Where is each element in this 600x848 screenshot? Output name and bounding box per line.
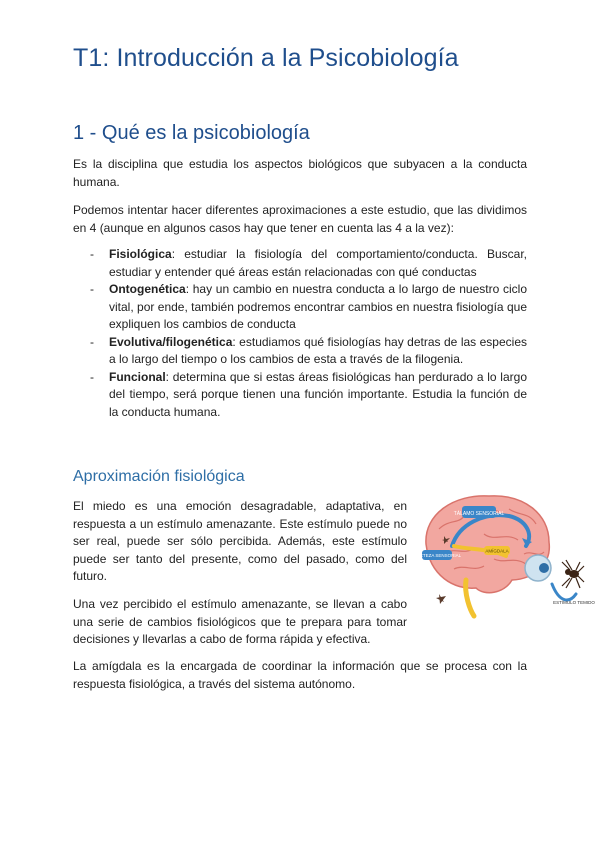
cortex-label: CORTEZA SENSORIAL <box>412 553 462 558</box>
thalamus-label: TÁLAMO SENSORIAL <box>453 511 505 517</box>
section-heading-psychobiology: 1 - Qué es la psicobiología <box>73 122 310 144</box>
term-physiological: Fisiológica <box>109 247 172 261</box>
term-ontogenetic: Ontogenética <box>109 282 186 296</box>
text-evolutionary: : estudiamos qué fisiologías hay detras de las especies a lo largo del tiempo o los cambios de esta a través de la filogenia. <box>109 334 527 366</box>
paragraph-amygdala: La amígdala es la encargada de coordinar la información que se procesa con la respuesta fisiológica, a través del sistema autónomo. <box>73 659 527 691</box>
bullet-dash: - <box>90 282 94 296</box>
paragraph-physiological-changes: Una vez percibido el estímulo amenazante, se llevan a cabo una serie de cambios fisiológicos que te prepara para tomar decisiones y llevarlas a cabo de forma rápida y efectiva. <box>73 597 407 646</box>
bullet-dash: - <box>90 334 94 349</box>
neuron-icon <box>436 594 446 604</box>
list-item-ontogenetic <box>90 281 527 334</box>
paragraph-approaches: Podemos intentar hacer diferentes aproximaciones a este estudio, que las dividimos en 4 (aunque en algunos casos hay que tener en cuenta las 4 a la vez): <box>73 203 527 235</box>
approaches-list <box>90 246 527 421</box>
term-functional: Funcional <box>109 369 166 384</box>
list-item-physiological <box>90 246 527 281</box>
paragraph-fear: El miedo es una emoción desagradable, adaptativa, en respuesta a un estímulo amenazante. Este estímulo puede no ser real, puede ser sólo percibida. Además, este estímulo puede ser tanto del presente, como del pasado, como del futuro. <box>73 499 407 583</box>
list-item-functional <box>90 369 527 422</box>
section-heading-physiological-approach: Aproximación fisiológica <box>73 468 245 485</box>
text-physiological: : estudiar la fisiología del comportamiento/conducta. Buscar, estudiar y entender qué áreas están relacionadas con qué conductas <box>109 247 527 279</box>
bullet-dash: - <box>90 247 94 261</box>
spider-icon <box>562 560 584 588</box>
page-title: T1: Introducción a la Psicobiología <box>73 44 459 72</box>
stimulus-arrow <box>552 584 576 600</box>
eye-pupil <box>539 563 549 573</box>
brain-fear-illustration <box>412 484 595 624</box>
stimulus-label: ESTÍMULO TEMIDO <box>553 600 595 605</box>
list-item-evolutionary <box>90 334 527 369</box>
bullet-dash: - <box>90 369 94 384</box>
amygdala-label: AMÍGDALA <box>485 548 509 554</box>
term-evolutionary: Evolutiva/filogenética <box>109 334 233 349</box>
text-functional: : determina que si estas áreas fisiológicas han perdurado a lo largo del tiempo, será porque tienen una función importante. Estudia la función de la conducta humana. <box>109 369 527 419</box>
text-ontogenetic: : hay un cambio en nuestra conducta a lo largo de nuestro ciclo vital, por ende, también podremos encontrar cambios en nuestra fisiología que expliquen los cambios de conducta <box>109 282 527 331</box>
paragraph-definition: Es la disciplina que estudia los aspectos biológicos que subyacen a la conducta humana. <box>73 157 527 189</box>
